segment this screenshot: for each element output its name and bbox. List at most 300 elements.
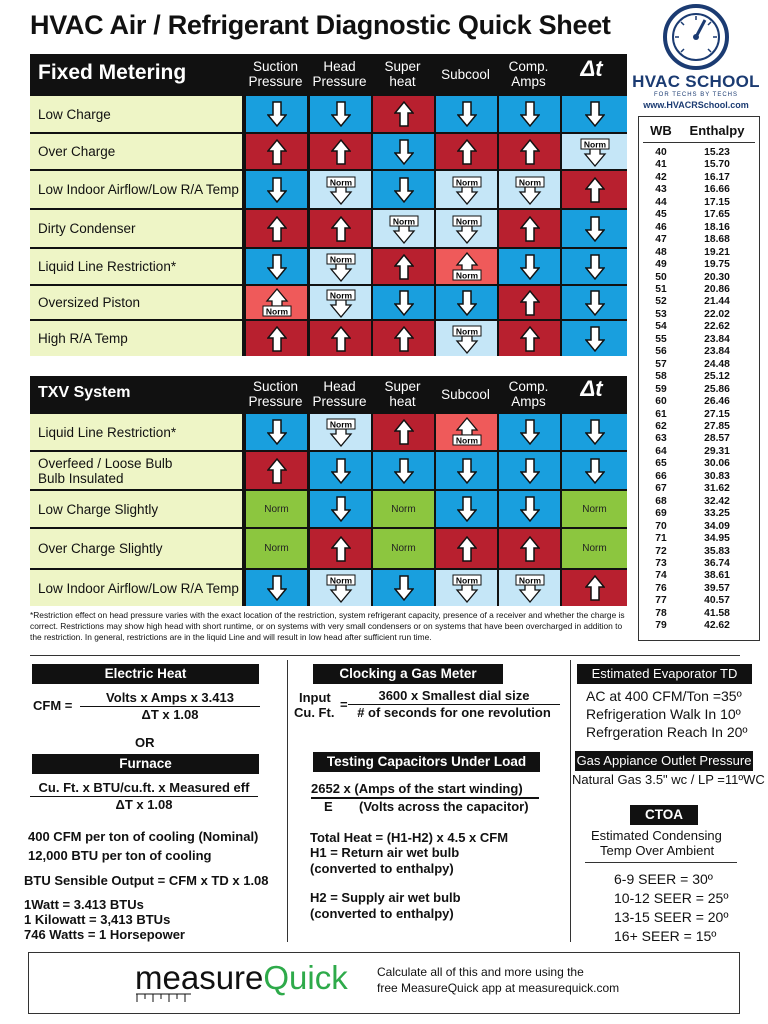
indicator-cell	[371, 491, 434, 527]
arrow-down-icon	[520, 495, 540, 523]
wb-row	[643, 259, 755, 271]
wb-row	[643, 433, 755, 445]
indicator-cell	[371, 96, 434, 132]
column-header: Super heat	[384, 379, 421, 409]
wb-value: 57	[655, 358, 667, 370]
footer-line1: Calculate all of this and more using the	[377, 965, 584, 979]
norm-arrow-down-icon	[450, 324, 484, 354]
indicator-cell	[434, 529, 497, 568]
wb-row	[643, 184, 755, 196]
enthalpy-value: 18.68	[704, 234, 730, 246]
indicator-cell	[560, 529, 627, 568]
evap-walk-in: Refrigeration Walk In 10º	[586, 706, 741, 722]
wb-value: 79	[655, 620, 667, 632]
wb-value: 43	[655, 184, 667, 196]
wb-value: 71	[655, 533, 667, 545]
wb-row	[643, 409, 755, 421]
norm-label: Norm	[582, 543, 607, 554]
arrow-up-icon	[457, 138, 477, 166]
enthalpy-value: 34.09	[704, 520, 730, 532]
column-header: Head Pressure	[312, 59, 367, 89]
table-header	[30, 54, 627, 94]
indicator-cell	[371, 321, 434, 356]
wb-row	[643, 608, 755, 620]
arrow-up-icon	[394, 325, 414, 353]
svg-text:Norm: Norm	[583, 138, 606, 149]
gas-numerator: 3600 x Smallest dial size	[348, 688, 560, 705]
arrow-down-icon	[585, 215, 605, 243]
row-label: Over Charge Slightly	[30, 529, 244, 568]
ruler-icon	[136, 993, 191, 1003]
indicator-cell	[308, 570, 371, 606]
row-label: High R/A Temp	[30, 321, 244, 356]
wb-row	[643, 533, 755, 545]
ctoa-sub2: Temp Over Ambient	[600, 843, 715, 858]
arrow-down-icon	[585, 253, 605, 281]
enthalpy-value: 26.46	[704, 396, 730, 408]
or-label: OR	[135, 735, 155, 750]
indicator-cell	[497, 134, 560, 169]
svg-text:Norm: Norm	[329, 575, 352, 586]
enthalpy-value: 22.62	[704, 321, 730, 333]
wb-value: 73	[655, 557, 667, 569]
arrow-up-icon	[520, 289, 540, 317]
indicator-cell	[244, 452, 307, 489]
logo-url[interactable]: www.HVACRSchool.com	[643, 100, 749, 110]
indicator-cell	[308, 286, 371, 319]
column-header: Subcool	[441, 386, 490, 402]
indicator-cell	[434, 491, 497, 527]
indicator-cell	[371, 171, 434, 208]
txv-system-table	[30, 376, 627, 608]
arrow-up-icon	[331, 215, 351, 243]
enthalpy-value: 21.44	[704, 296, 730, 308]
norm-label: Norm	[391, 543, 416, 554]
wb-row	[643, 334, 755, 346]
arrow-up-icon	[520, 215, 540, 243]
indicator-cell	[308, 249, 371, 284]
column-header: Subcool	[441, 66, 490, 82]
column-header: Suction Pressure	[248, 379, 303, 409]
system-name: Fixed Metering	[38, 60, 187, 84]
svg-text:Norm: Norm	[455, 435, 478, 446]
indicator-cell	[497, 570, 560, 606]
arrow-up-icon	[331, 325, 351, 353]
ctoa-16-plus: 16+ SEER = 15º	[614, 928, 717, 944]
wb-value: 60	[655, 396, 667, 408]
norm-label: Norm	[264, 503, 289, 515]
norm-label: Norm	[582, 503, 607, 515]
svg-text:Norm: Norm	[329, 289, 352, 300]
row-label: Liquid Line Restriction*	[30, 249, 244, 284]
indicator-cell	[497, 452, 560, 489]
btu-sensible: BTU Sensible Output = CFM x TD x 1.08	[24, 873, 269, 888]
arrow-up-icon	[394, 100, 414, 128]
indicator-cell	[497, 171, 560, 208]
indicator-cell	[560, 96, 627, 132]
wb-row	[643, 384, 755, 396]
indicator-cell	[497, 286, 560, 319]
fixed-metering-table	[30, 54, 627, 362]
indicator-cell	[244, 414, 307, 450]
svg-text:Norm: Norm	[518, 176, 541, 187]
diagnostic-row	[30, 527, 627, 568]
indicator-cell	[308, 210, 371, 247]
ctoa-10-12: 10-12 SEER = 25º	[614, 890, 729, 906]
wb-value: 56	[655, 346, 667, 358]
logo-tagline: FOR TECHS BY TECHS	[653, 92, 738, 98]
arrow-up-icon	[267, 138, 287, 166]
electric-heat-title: Electric Heat	[32, 664, 259, 684]
enthalpy-value: 35.83	[704, 545, 730, 557]
wb-row	[643, 346, 755, 358]
measurequick-logo	[135, 959, 348, 997]
norm-arrow-down-icon	[324, 573, 358, 603]
arrow-down-icon	[520, 457, 540, 485]
indicator-cell	[308, 414, 371, 450]
arrow-down-icon	[394, 176, 414, 204]
wb-value: 64	[655, 445, 667, 457]
wb-row	[643, 197, 755, 209]
indicator-cell	[560, 286, 627, 319]
indicator-cell	[308, 491, 371, 527]
wb-value: 77	[655, 595, 667, 607]
diagnostic-row	[30, 132, 627, 169]
svg-text:Norm: Norm	[265, 305, 288, 316]
arrow-down-icon	[585, 100, 605, 128]
wb-row	[643, 496, 755, 508]
electric-heat-formula	[80, 690, 260, 722]
furnace-numerator: Cu. Ft. x BTU/cu.ft. x Measured eff	[30, 780, 258, 797]
enthalpy-value: 16.66	[704, 184, 730, 196]
indicator-cell	[308, 321, 371, 356]
enthalpy-value: 31.62	[704, 483, 730, 495]
evap-td-title: Estimated Evaporator TD	[577, 664, 752, 684]
wb-value: 53	[655, 308, 667, 320]
indicator-cell	[308, 171, 371, 208]
wb-row	[643, 521, 755, 533]
indicator-cell	[371, 134, 434, 169]
wb-value: 72	[655, 545, 667, 557]
ctoa-6-9: 6-9 SEER = 30º	[614, 871, 713, 887]
wb-value: 46	[655, 221, 667, 233]
wb-value: 41	[655, 159, 667, 171]
row-label: Low Charge	[30, 96, 244, 132]
diagnostic-row	[30, 319, 627, 356]
wb-value: 62	[655, 420, 667, 432]
indicator-cell	[560, 414, 627, 450]
wb-row	[643, 371, 755, 383]
wb-row	[643, 620, 755, 632]
wb-row	[643, 471, 755, 483]
norm-label: Norm	[264, 543, 289, 554]
arrow-down-icon	[585, 418, 605, 446]
norm-arrow-down-icon	[513, 573, 547, 603]
wb-value: 52	[655, 296, 667, 308]
enthalpy-value: 19.75	[704, 259, 730, 271]
enthalpy-value: 41.58	[704, 607, 730, 619]
enthalpy-value: 20.30	[704, 271, 730, 283]
wb-row	[643, 272, 755, 284]
wb-row	[643, 458, 755, 470]
indicator-cell	[244, 529, 307, 568]
wb-value: 63	[655, 433, 667, 445]
column-header: Super heat	[384, 59, 421, 89]
arrow-down-icon	[457, 495, 477, 523]
svg-text:Norm: Norm	[329, 419, 352, 430]
divider	[30, 655, 740, 656]
wb-row	[643, 284, 755, 296]
indicator-cell	[371, 529, 434, 568]
indicator-cell	[434, 249, 497, 284]
indicator-cell	[560, 171, 627, 208]
diagnostic-row	[30, 169, 627, 208]
arrow-up-icon	[585, 176, 605, 204]
arrow-down-icon	[457, 457, 477, 485]
indicator-cell	[434, 570, 497, 606]
kilowatt-btu: 1 Kilowatt = 3,413 BTUs	[24, 912, 171, 927]
svg-text:Norm: Norm	[455, 325, 478, 336]
enthalpy-value: 17.15	[704, 196, 730, 208]
column-header: Head Pressure	[312, 379, 367, 409]
enthalpy-value: 20.86	[704, 283, 730, 295]
ctoa-13-15: 13-15 SEER = 20º	[614, 909, 729, 925]
indicator-cell	[434, 210, 497, 247]
page-title: HVAC Air / Refrigerant Diagnostic Quick Sheet	[30, 10, 611, 40]
arrow-down-icon	[394, 289, 414, 317]
indicator-cell	[244, 96, 307, 132]
h2-label: H2 = Supply air wet bulb	[310, 890, 461, 905]
enthalpy-value: 16.17	[704, 171, 730, 183]
arrow-up-icon	[520, 138, 540, 166]
indicator-cell	[497, 96, 560, 132]
svg-text:Norm: Norm	[455, 269, 478, 280]
wb-value: 78	[655, 607, 667, 619]
wb-value: 74	[655, 570, 667, 582]
arrow-down-icon	[520, 418, 540, 446]
arrow-down-icon	[267, 418, 287, 446]
footer-text	[377, 964, 619, 996]
wb-value: 50	[655, 271, 667, 283]
arrow-up-icon	[585, 574, 605, 602]
column-header: Comp. Amps	[508, 379, 549, 409]
capacitor-numerator: 2652 x (Amps of the start winding)	[311, 781, 523, 796]
watts-horsepower: 746 Watts = 1 Horsepower	[24, 927, 185, 942]
indicator-cell	[308, 529, 371, 568]
btu-per-ton: 12,000 BTU per ton of cooling	[28, 848, 212, 863]
norm-arrow-down-icon	[324, 417, 358, 447]
brand-quick: Quick	[263, 959, 348, 996]
wb-row	[643, 209, 755, 221]
gas-meter-formula	[348, 688, 560, 720]
wb-value: 42	[655, 171, 667, 183]
indicator-cell	[244, 570, 307, 606]
gas-outlet-value: Natural Gas 3.5" wc / LP =11ºWC	[572, 772, 765, 787]
arrow-up-icon	[267, 325, 287, 353]
indicator-cell	[371, 210, 434, 247]
evap-reach-in: Refrgeration Reach In 20º	[586, 724, 748, 740]
arrow-down-icon	[267, 176, 287, 204]
indicator-cell	[371, 249, 434, 284]
wb-value: 48	[655, 246, 667, 258]
indicator-cell	[497, 249, 560, 284]
watt-btu: 1Watt = 3.413 BTUs	[24, 897, 144, 912]
indicator-cell	[560, 491, 627, 527]
row-label: Liquid Line Restriction*	[30, 414, 244, 450]
row-label: Over Charge	[30, 134, 244, 169]
gas-outlet-title: Gas Appiance Outlet Pressure	[575, 751, 753, 771]
norm-arrow-up-icon	[450, 417, 484, 447]
enthalpy-value: 40.57	[704, 595, 730, 607]
cfm-per-ton: 400 CFM per ton of cooling (Nominal)	[28, 829, 259, 844]
arrow-down-icon	[331, 100, 351, 128]
svg-text:Norm: Norm	[329, 253, 352, 264]
enthalpy-value: 15.70	[704, 159, 730, 171]
arrow-down-icon	[457, 289, 477, 317]
wb-row	[643, 546, 755, 558]
arrow-down-icon	[394, 138, 414, 166]
wb-value: 47	[655, 234, 667, 246]
indicator-cell	[497, 321, 560, 356]
wb-value: 49	[655, 259, 667, 271]
arrow-up-icon	[267, 457, 287, 485]
norm-arrow-down-icon	[324, 175, 358, 205]
footer-banner	[28, 952, 740, 1014]
indicator-cell	[560, 134, 627, 169]
indicator-cell	[244, 491, 307, 527]
capacitor-e: E	[324, 799, 333, 814]
enthalpy-value: 15.23	[704, 147, 730, 158]
divider	[287, 660, 288, 942]
enthalpy-value: 22.02	[704, 308, 730, 320]
equals-sign: =	[340, 697, 348, 712]
norm-arrow-up-icon	[450, 252, 484, 282]
arrow-down-icon	[585, 457, 605, 485]
wb-row	[643, 172, 755, 184]
norm-arrow-down-icon	[450, 573, 484, 603]
ctoa-title: CTOA	[630, 805, 698, 825]
diagnostic-row	[30, 247, 627, 284]
wb-value: 65	[655, 458, 667, 470]
enthalpy-value: 24.48	[704, 358, 730, 370]
indicator-cell	[308, 452, 371, 489]
indicator-cell	[434, 452, 497, 489]
enthalpy-header: Enthalpy	[689, 123, 745, 138]
cuft-label: Cu. Ft.	[294, 705, 335, 720]
enthalpy-value: 42.62	[704, 620, 730, 632]
enthalpy-value: 36.74	[704, 557, 730, 569]
indicator-cell	[497, 529, 560, 568]
formula-numerator: Volts x Amps x 3.413	[80, 690, 260, 707]
indicator-cell	[560, 210, 627, 247]
input-label: Input	[299, 690, 331, 705]
wb-value: 58	[655, 371, 667, 383]
logo-name: HVAC SCHOOL	[632, 72, 760, 91]
wb-row	[643, 321, 755, 333]
enthalpy-value: 34.95	[704, 533, 730, 545]
diagnostic-row	[30, 208, 627, 247]
enthalpy-value: 38.61	[704, 570, 730, 582]
footer-line2[interactable]: free MeasureQuick app at measurequick.com	[377, 981, 620, 995]
enthalpy-value: 30.06	[704, 458, 730, 470]
gas-denominator: # of seconds for one revolution	[357, 705, 551, 720]
wb-value: 68	[655, 495, 667, 507]
enthalpy-value: 25.12	[704, 371, 730, 383]
wb-row	[643, 595, 755, 607]
indicator-cell	[244, 134, 307, 169]
wb-value: 51	[655, 283, 667, 295]
diagnostic-row	[30, 284, 627, 319]
norm-arrow-down-icon	[387, 214, 421, 244]
hvac-school-logo	[632, 4, 760, 120]
arrow-down-icon	[457, 100, 477, 128]
arrow-down-icon	[520, 100, 540, 128]
norm-arrow-down-icon	[513, 175, 547, 205]
wb-value: 70	[655, 520, 667, 532]
column-header: Comp. Amps	[508, 59, 549, 89]
arrow-up-icon	[394, 253, 414, 281]
wb-value: 66	[655, 470, 667, 482]
wb-row	[643, 359, 755, 371]
arrow-down-icon	[267, 253, 287, 281]
diagnostic-row	[30, 568, 627, 606]
divider	[585, 862, 737, 863]
wb-value: 69	[655, 508, 667, 520]
wb-row	[643, 446, 755, 458]
norm-arrow-down-icon	[450, 175, 484, 205]
formula-denominator: ΔT x 1.08	[141, 707, 199, 722]
wb-value: 67	[655, 483, 667, 495]
arrow-up-icon	[331, 535, 351, 563]
wb-value: 76	[655, 582, 667, 594]
brand-measure: measure	[135, 959, 264, 996]
enthalpy-value: 28.57	[704, 433, 730, 445]
indicator-cell	[244, 210, 307, 247]
wb-row	[643, 396, 755, 408]
enthalpy-value: 33.25	[704, 508, 730, 520]
indicator-cell	[371, 414, 434, 450]
svg-text:Norm: Norm	[455, 575, 478, 586]
wb-row	[643, 296, 755, 308]
wb-value: 61	[655, 408, 667, 420]
diagnostic-row	[30, 450, 627, 489]
enthalpy-value: 32.42	[704, 495, 730, 507]
indicator-cell	[244, 286, 307, 319]
wb-row	[643, 247, 755, 259]
wb-row	[643, 483, 755, 495]
diagnostic-row	[30, 489, 627, 527]
gauge-icon	[659, 4, 733, 70]
wb-row	[643, 421, 755, 433]
indicator-cell	[244, 171, 307, 208]
indicator-cell	[497, 414, 560, 450]
norm-arrow-down-icon	[324, 288, 358, 318]
svg-text:Norm: Norm	[455, 176, 478, 187]
indicator-cell	[497, 210, 560, 247]
column-header: Δt	[580, 376, 603, 401]
row-label: Oversized Piston	[30, 286, 244, 319]
enthalpy-value: 19.21	[704, 246, 730, 258]
enthalpy-value: 23.84	[704, 333, 730, 345]
wb-table-header	[643, 117, 755, 143]
indicator-cell	[434, 414, 497, 450]
wb-value: 54	[655, 321, 667, 333]
wb-value: 55	[655, 333, 667, 345]
arrow-down-icon	[267, 100, 287, 128]
norm-label: Norm	[391, 503, 416, 515]
column-header: Δt	[580, 56, 603, 81]
indicator-cell	[371, 452, 434, 489]
